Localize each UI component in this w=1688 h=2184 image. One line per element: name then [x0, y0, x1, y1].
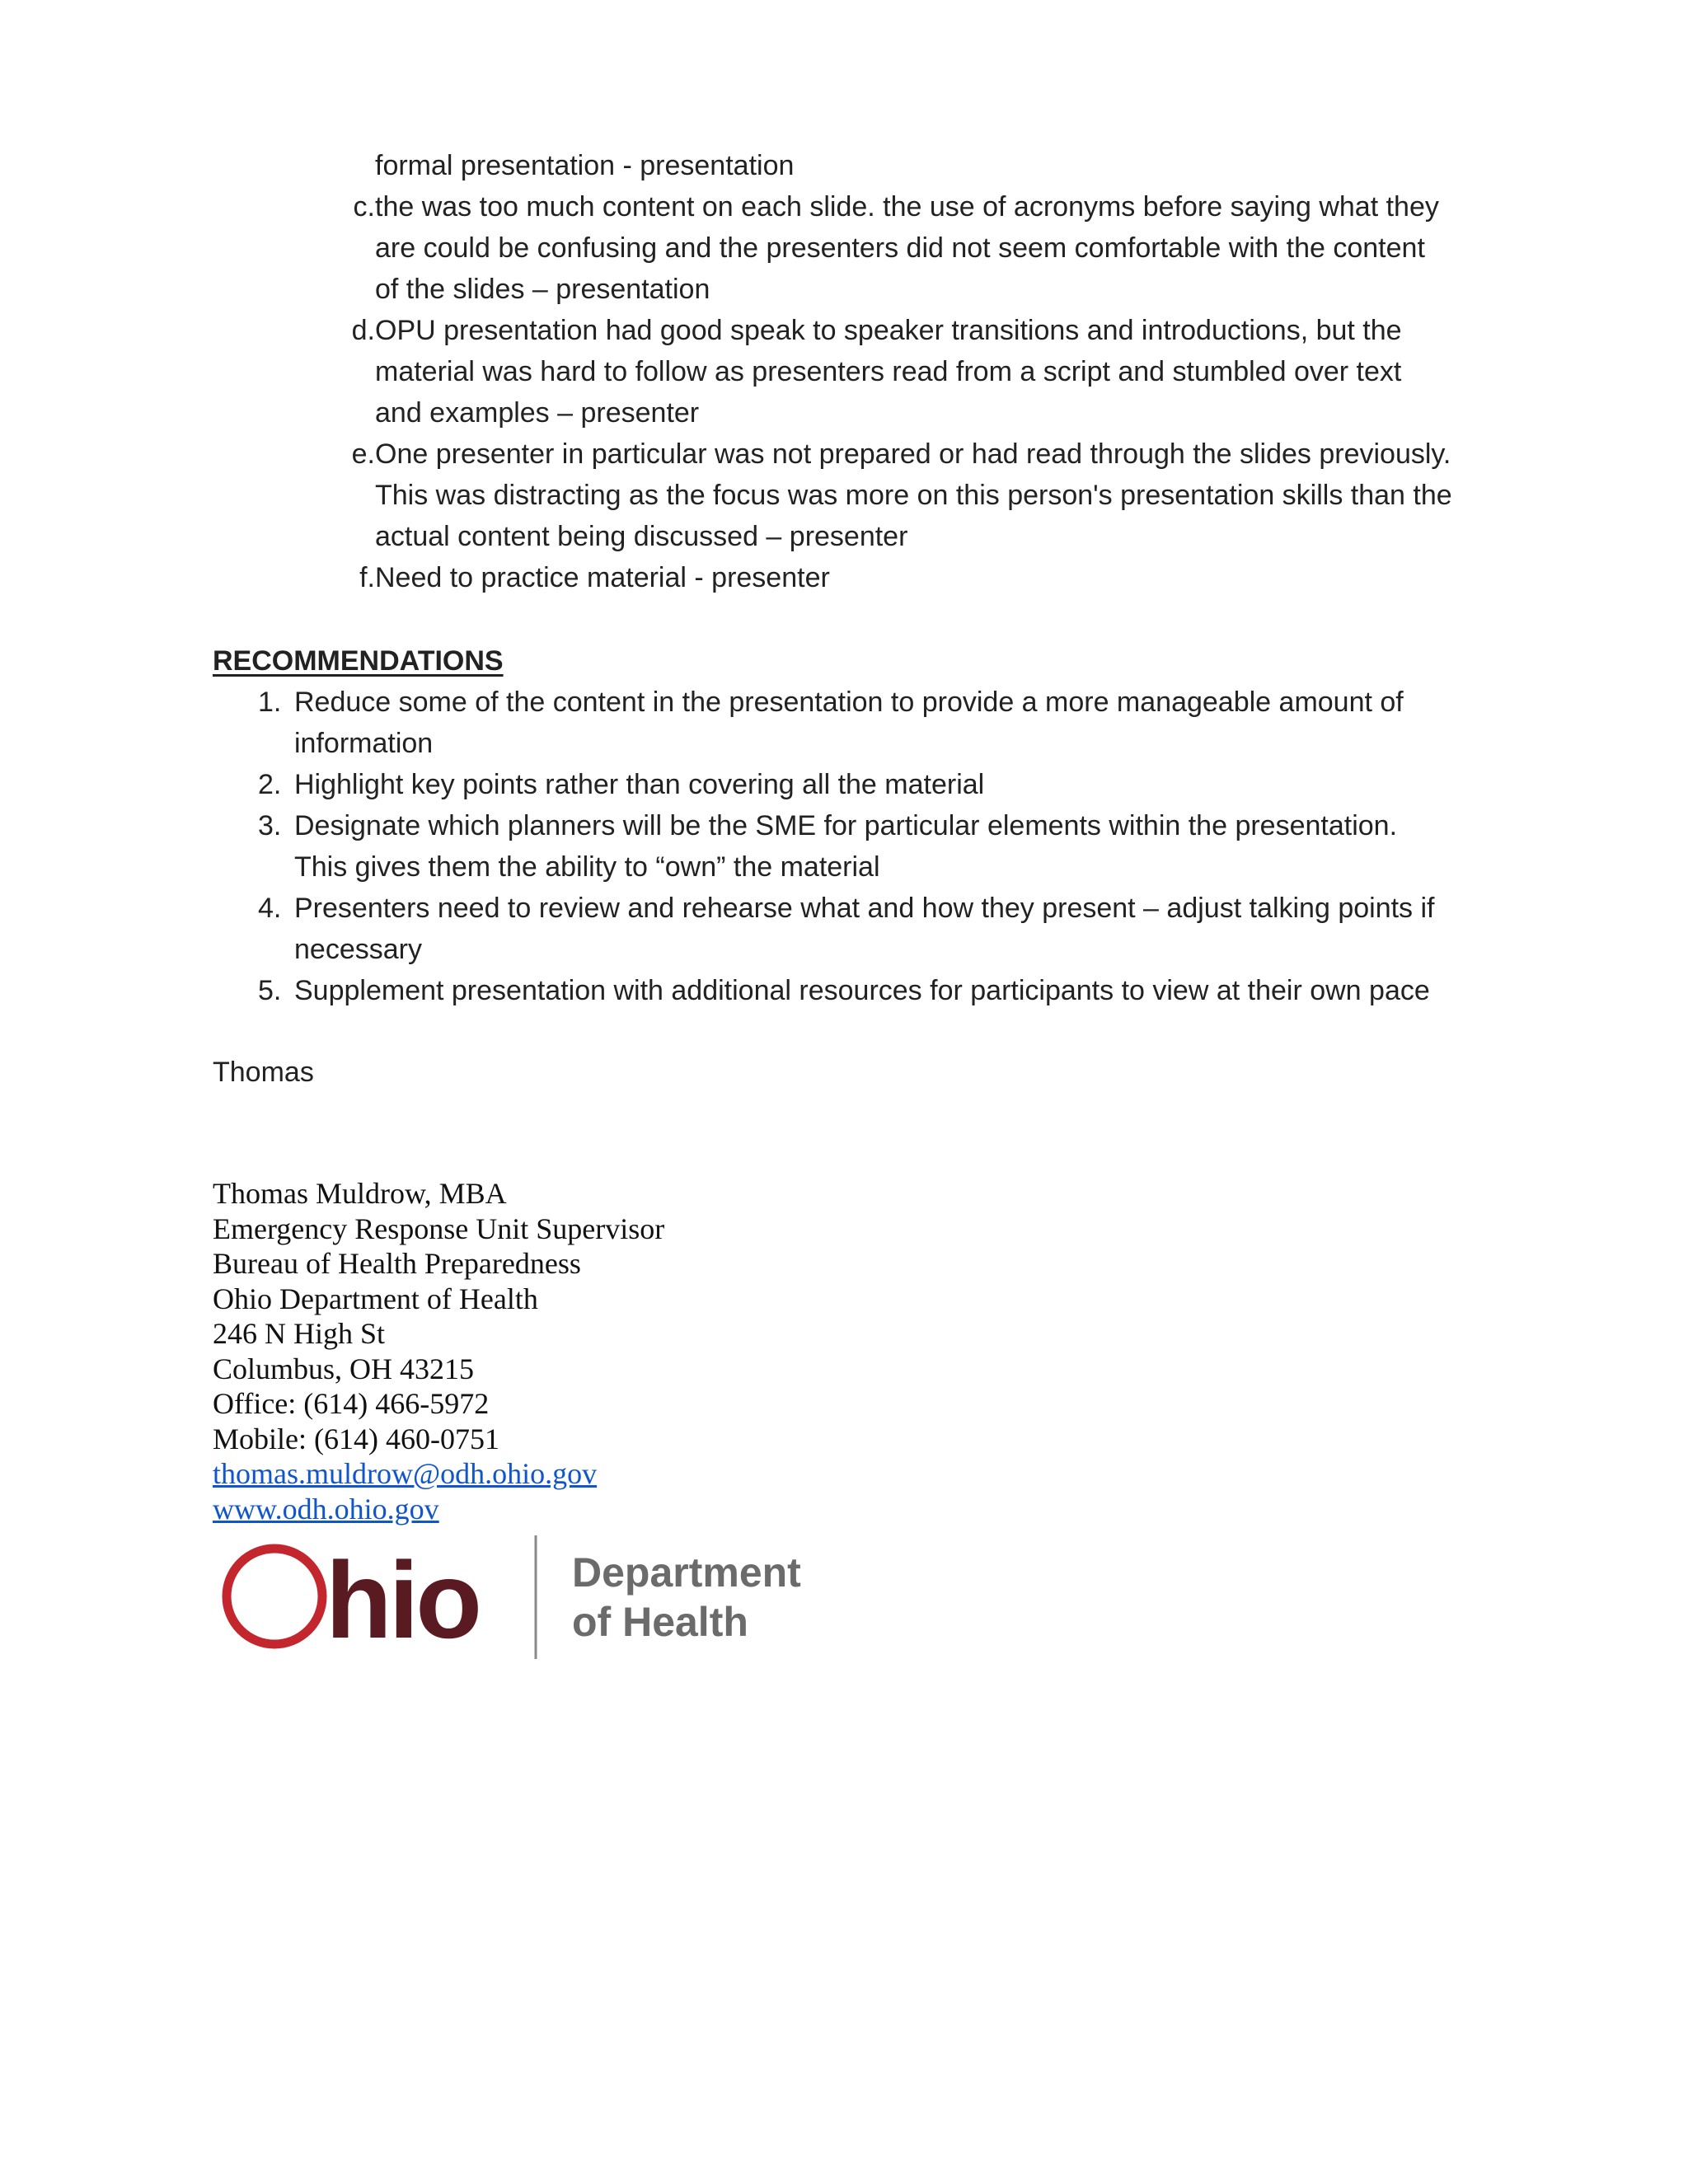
text-line: Reduce some of the content in the presentation to provide a more manageable amount of [294, 687, 1404, 718]
logo-department-text: Department [572, 1549, 801, 1596]
list-marker: c. [353, 191, 375, 223]
text-line: and examples – presenter [375, 397, 700, 429]
signature-city: Columbus, OH 43215 [213, 1352, 475, 1385]
text-line: information [294, 728, 434, 759]
text-line: Supplement presentation with additional resources for participants to view at their own pace [294, 975, 1430, 1006]
email-link[interactable]: thomas.muldrow@odh.ohio.gov [213, 1457, 598, 1490]
text-line: of the slides – presentation [375, 274, 710, 305]
signature-department: Ohio Department of Health [213, 1282, 538, 1315]
list-item [351, 434, 1479, 557]
list-item-text [375, 557, 1479, 598]
continuation-line: formal presentation - presentation [375, 150, 795, 181]
text-line: the was too much content on each slide. the use of acronyms before saying what they [375, 191, 1439, 223]
text-line: Presenters need to review and rehearse what and how they present – adjust talking points if [294, 893, 1435, 924]
list-marker: 4. [258, 893, 282, 924]
text-line: This gives them the ability to “own” the material [294, 851, 880, 883]
list-item [258, 805, 1465, 888]
list-marker: 2. [258, 769, 282, 800]
recommendations-heading: RECOMMENDATIONS [213, 645, 504, 677]
list-item [258, 888, 1465, 970]
list-item [359, 557, 1479, 598]
list-item-text [294, 970, 1465, 1011]
list-marker: 3. [258, 810, 282, 841]
list-item-text [375, 434, 1479, 557]
list-item [258, 764, 1465, 805]
list-item [258, 682, 1465, 764]
text-line: This was distracting as the focus was more on this person's presentation skills than the [375, 480, 1452, 511]
recommendations-list [258, 682, 1465, 1011]
list-marker: e. [351, 438, 375, 470]
list-item-text [375, 310, 1479, 434]
signoff: Thomas [213, 1057, 314, 1088]
text-line: OPU presentation had good speak to speaker transitions and introductions, but the [375, 315, 1402, 346]
signature-title: Emergency Response Unit Supervisor [213, 1212, 665, 1245]
list-marker: 5. [258, 975, 282, 1006]
text-line: necessary [294, 934, 422, 965]
signature-bureau: Bureau of Health Preparedness [213, 1247, 581, 1280]
text-line: Need to practice material - presenter [375, 562, 830, 593]
list-item-text [294, 888, 1465, 970]
signature-mobile-phone: Mobile: (614) 460-0751 [213, 1422, 499, 1455]
website-link[interactable]: www.odh.ohio.gov [213, 1492, 439, 1526]
list-item [375, 145, 1479, 186]
email-signature [213, 1176, 664, 1526]
list-item [351, 310, 1479, 434]
text-line: material was hard to follow as presenters read from a script and stumbled over text [375, 356, 1402, 387]
list-item-text [375, 186, 1479, 310]
list-item [353, 186, 1479, 310]
list-marker: 1. [258, 687, 282, 718]
signature-name: Thomas Muldrow, MBA [213, 1177, 507, 1210]
list-item [258, 970, 1465, 1011]
list-marker: f. [359, 562, 375, 593]
list-item-text [294, 805, 1465, 888]
list-item-text [294, 764, 1465, 805]
list-marker: d. [351, 315, 375, 346]
logo-of-health-text: of Health [572, 1599, 748, 1645]
signature-office-phone: Office: (614) 466-5972 [213, 1387, 490, 1420]
text-line: actual content being discussed – presenter [375, 521, 908, 552]
list-item-text [294, 682, 1465, 764]
signature-street: 246 N High St [213, 1317, 386, 1350]
logo-wordmark: hio [326, 1540, 479, 1661]
text-line: are could be confusing and the presenters did not seem comfortable with the content [375, 232, 1425, 264]
text-line: Highlight key points rather than covering all the material [294, 769, 985, 800]
ohio-department-of-health-logo [213, 1529, 814, 1665]
feedback-sub-list [351, 145, 1479, 598]
text-line: Designate which planners will be the SME for particular elements within the presentation. [294, 810, 1398, 841]
text-line: One presenter in particular was not prepared or had read through the slides previously. [375, 438, 1451, 470]
